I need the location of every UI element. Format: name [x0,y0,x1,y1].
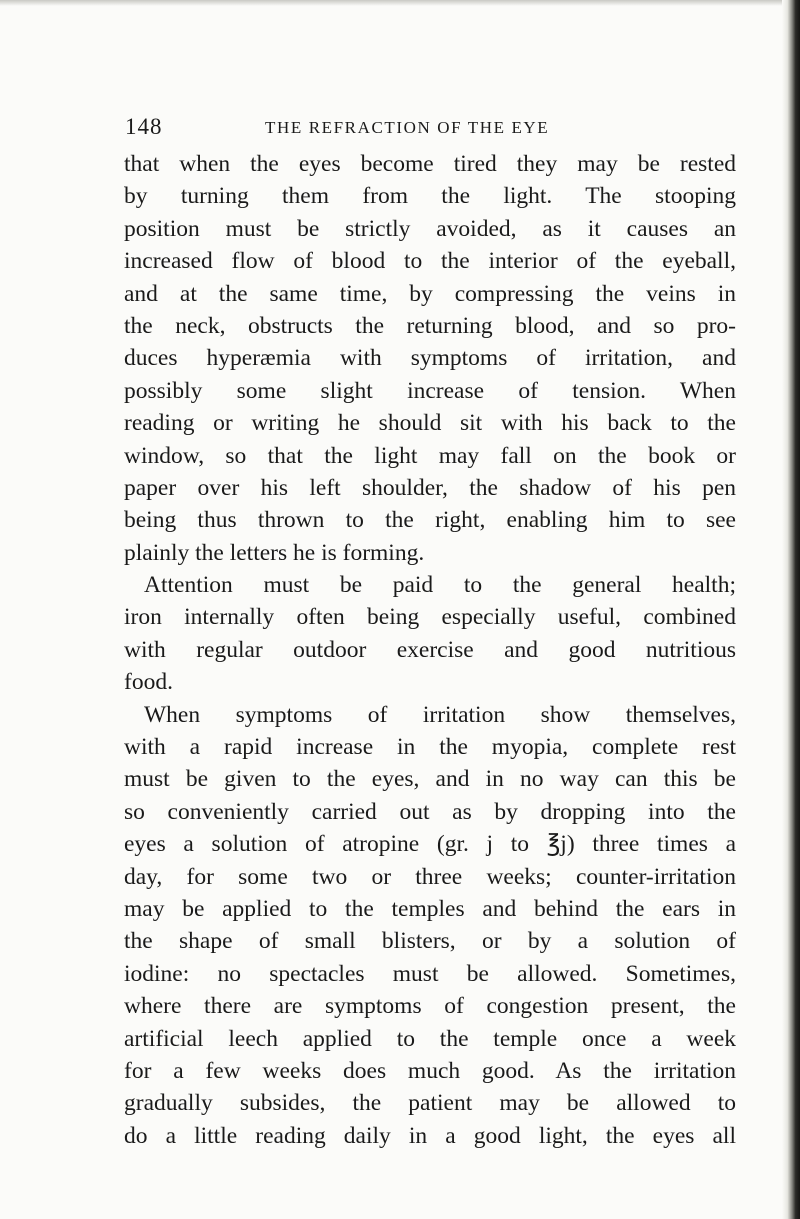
text-line: may be applied to the temples and behind the ears in [124,895,736,922]
text-line: gradually subsides, the patient may be allowed to [124,1090,736,1117]
page-header [125,114,735,144]
text-line: possibly some slight increase of tension. When [124,377,736,404]
text-line: the shape of small blisters, or by a solution of [124,928,736,955]
text-line: food. [124,669,173,696]
text-line: When symptoms of irritation show themselves, [144,701,736,728]
text-line: plainly the letters he is forming. [124,539,425,566]
text-line: do a little reading daily in a good light, the eyes all [124,1122,736,1149]
text-line: iron internally often being especially useful, combined [124,604,736,631]
text-line: that when the eyes become tired they may be rested [124,151,736,177]
page-number: 148 [125,114,163,139]
text-line: with regular outdoor exercise and good nutritious [124,636,736,663]
text-line: by turning them from the light. The stooping [124,183,736,210]
text-line: paper over his left shoulder, the shadow of his pen [124,474,736,501]
text-line: Attention must be paid to the general health; [144,572,736,599]
body-text [124,148,736,1152]
text-line: with a rapid increase in the myopia, complete rest [124,734,736,761]
text-line: day, for some two or three weeks; counter-irritation [124,863,736,890]
book-binding-edge [782,0,800,1219]
text-line: duces hyperæmia with symptoms of irritation, and [124,345,736,372]
text-line: for a few weeks does much good. As the irritation [124,1057,736,1084]
text-line: the neck, obstructs the returning blood, and so pro- [124,312,736,339]
text-line: artificial leech applied to the temple once a week [124,1025,736,1052]
text-line: eyes a solution of atropine (gr. j to ℥j) three times a [124,831,736,858]
running-head: THE REFRACTION OF THE EYE [265,118,550,137]
text-line: reading or writing he should sit with his back to the [124,410,736,437]
page-top-edge [0,0,800,6]
text-line: window, so that the light may fall on the book or [124,442,736,469]
text-line: so conveniently carried out as by dropping into the [124,798,736,825]
text-line: must be given to the eyes, and in no way can this be [124,766,736,793]
text-line: iodine: no spectacles must be allowed. Sometimes, [124,960,736,987]
text-line: where there are symptoms of congestion present, the [124,993,736,1020]
text-line: position must be strictly avoided, as it causes an [124,215,736,242]
text-line: increased flow of blood to the interior of the eyeball, [124,248,736,275]
text-line: and at the same time, by compressing the veins in [124,280,736,307]
text-line: being thus thrown to the right, enabling him to see [124,507,736,534]
